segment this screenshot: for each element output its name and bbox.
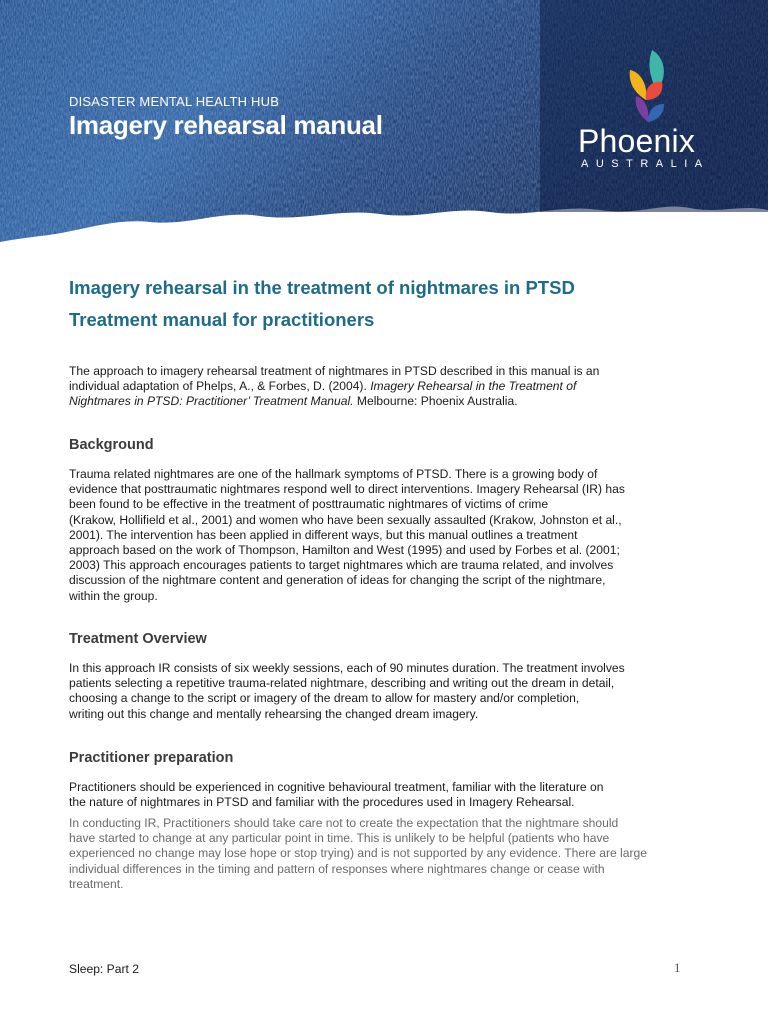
paragraph-line: discussion of the nightmare content and generation of ideas for changing the script of the nightmare,: [69, 573, 606, 588]
logo-name: Phoenix: [578, 123, 696, 159]
paragraph-line: individual adaptation of Phelps, A., & Forbes, D. (2004). Imagery Rehearsal in the Treatment of: [69, 379, 577, 394]
paragraph-line: individual differences in the timing and pattern of responses where nightmares change or cease with: [69, 861, 605, 876]
paragraph-line: the nature of nightmares in PTSD and familiar with the procedures used in Imagery Rehearsal.: [69, 795, 575, 810]
paragraph-line: have started to change at any particular point in time. This is unlikely to be helpful (patients who have: [69, 831, 610, 846]
practitioner-note-paragraph: [69, 816, 699, 892]
paragraph-line: patients selecting a repetitive trauma-related nightmare, describing and writing out the dream in detail,: [69, 676, 615, 691]
paragraph-line: been found to be effective in the treatment of posttraumatic nightmares of victims of crime: [69, 497, 549, 512]
document-subtitle: Treatment manual for practitioners: [69, 309, 375, 330]
paragraph-line: approach based on the work of Thompson, Hamilton and West (1995) and used by Forbes et al. (2001;: [69, 543, 620, 558]
paragraph-line: experienced no change may lose hope or stop trying) and is not supported by any evidence. There are large: [69, 846, 647, 861]
banner-title: Imagery rehearsal manual: [69, 110, 383, 140]
header-banner: [0, 0, 768, 250]
section-heading-background: Background: [69, 437, 154, 453]
paragraph-line: Practitioners should be experienced in cognitive behavioural treatment, familiar with the literature on: [69, 780, 604, 794]
paragraph-line: writing out this change and mentally rehearsing the changed dream imagery.: [69, 706, 479, 721]
citation-title: Nightmares in PTSD: Practitioner’ Treatment Manual.: [69, 394, 354, 409]
paragraph-line: within the group.: [69, 588, 158, 603]
logo-subtitle: AUSTRALIA: [581, 158, 710, 170]
intro-paragraph: [69, 364, 699, 410]
paragraph-line: 2003) This approach encourages patients to target nightmares which are trauma related, and involves: [69, 558, 614, 573]
paragraph-line: evidence that posttraumatic nightmares respond well to direct interventions. Imagery Rehearsal (IR) has: [69, 482, 625, 497]
section-heading-practitioner-preparation: Practitioner preparation: [69, 750, 234, 766]
document-title: Imagery rehearsal in the treatment of nightmares in PTSD: [69, 277, 575, 298]
page-number: 1: [674, 960, 681, 975]
paragraph-line: (Krakow, Hollifield et al., 2001) and women who have been sexually assaulted (Krakow, Johnston et al.,: [69, 512, 622, 527]
practitioner-preparation-paragraph: [69, 780, 699, 810]
phoenix-feather-icon: [622, 48, 672, 128]
paragraph-line: choosing a change to the script or imagery of the dream to allow for mastery and/or completion,: [69, 691, 580, 706]
citation-title: Imagery Rehearsal in the Treatment of: [370, 379, 577, 394]
background-paragraph: [69, 467, 699, 604]
paragraph-line: Trauma related nightmares are one of the hallmark symptoms of PTSD. There is a growing body of: [69, 467, 598, 481]
paragraph-line: 2001). The intervention has been applied in different ways, but this manual outlines a treatment: [69, 527, 578, 542]
paragraph-line: The approach to imagery rehearsal treatment of nightmares in PTSD described in this manual is an: [69, 364, 600, 378]
paragraph-line: Nightmares in PTSD: Practitioner’ Treatment Manual. Melbourne: Phoenix Australia.: [69, 394, 518, 409]
treatment-overview-paragraph: [69, 661, 699, 722]
paragraph-line: In conducting IR, Practitioners should take care not to create the expectation that the nightmare should: [69, 816, 619, 830]
phoenix-australia-logo[interactable]: [570, 48, 730, 178]
paragraph-line: treatment.: [69, 876, 124, 891]
section-heading-treatment-overview: Treatment Overview: [69, 631, 207, 647]
hub-label: DISASTER MENTAL HEALTH HUB: [69, 94, 280, 109]
footer-section-label: Sleep: Part 2: [69, 962, 139, 976]
paragraph-line: In this approach IR consists of six weekly sessions, each of 90 minutes duration. The treatment involves: [69, 661, 625, 675]
